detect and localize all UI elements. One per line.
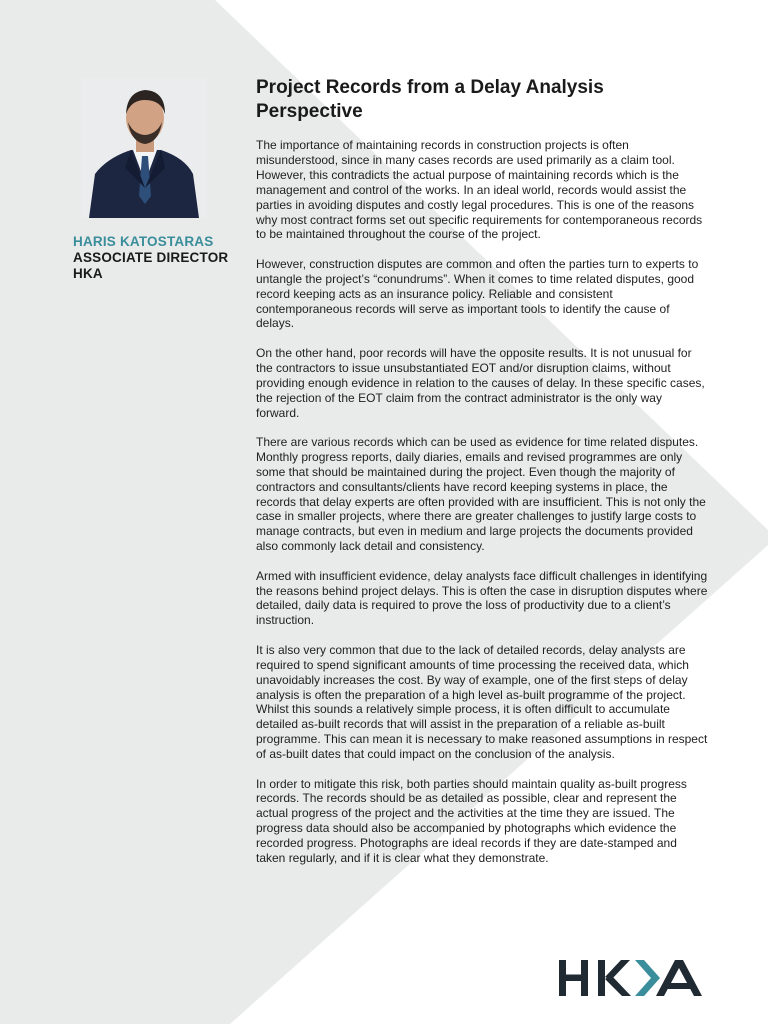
article-title: Project Records from a Delay Analysis Perspective bbox=[256, 77, 604, 122]
article-paragraph: The importance of maintaining records in construction projects is often misunderstood, since in many cases records are used primarily as a claim tool. However, this contradicts the actual purpose of maintaining records which is the management and control of the works. In an ideal world, records would assist the parties in avoiding disputes and costly legal procedures. This is one of the reasons why most contract forms set out specific requirements for contemporaneous records to be maintained throughout the course of the project. bbox=[256, 138, 703, 242]
article-paragraph: There are various records which can be used as evidence for time related disputes. Monthly progress reports, daily diaries, emails and revised programmes are only some that should be maintained during the project. Even though the majority of contractors and consultants/clients have record keeping systems in place, the records that delay experts are often provided with are insufficient. This is not only the case in smaller projects, where there are greater challenges to justify large costs to manage contracts, but even in medium and large projects the documents provided also commonly lack detail and consistency. bbox=[256, 434, 706, 554]
article-paragraph: Armed with insufficient evidence, delay analysts face difficult challenges in identifying the reasons behind project delays. This is often the case in disruption disputes where detailed, daily data is required to prove the loss of productivity due to a client’s instruction. bbox=[256, 568, 708, 628]
article-paragraph: It is also very common that due to the lack of detailed records, delay analysts are required to spend significant amounts of time processing the received data, which unavoidably increases the cost. By way of example, one of the first steps of delay analysis is often the preparation of a high level as-built programme of the project. Whilst this sounds a relatively simple process, it is often difficult to accumulate detailed as-built records that will assist in the preparation of a reliable as-built programme. This can mean it is necessary to make reasoned assumptions in respect of as-built dates that could impact on the conclusion of the analysis. bbox=[256, 642, 708, 762]
article-body bbox=[256, 138, 708, 880]
article-paragraph: On the other hand, poor records will have the opposite results. It is not unusual for the contractors to issue unsubstantiated EOT and/or disruption claims, without providing enough evidence in relation to the causes of delay. In these specific cases, the rejection of the EOT claim from the contract administrator is the only way forward. bbox=[256, 345, 705, 420]
article-paragraph: In order to mitigate this risk, both parties should maintain quality as-built progress records. The records should be as detailed as possible, clear and represent the actual progress of the project and the activities at the time they are issued. The progress data should also be accompanied by photographs which evidence the recorded progress. Photographs are ideal records if they are date-stamped and taken regularly, and if it is clear what they demonstrate. bbox=[256, 776, 687, 866]
author-info bbox=[73, 234, 228, 282]
author-organization: HKA bbox=[73, 266, 103, 281]
hka-logo bbox=[557, 955, 705, 1001]
author-photo bbox=[81, 78, 207, 218]
article-paragraph: However, construction disputes are common and often the parties turn to experts to untangle the project’s “conundrums”. When it comes to time related disputes, good record keeping acts as an insurance policy. Reliable and consistent contemporaneous records will serve as important tools to identify the cause of delays. bbox=[256, 256, 699, 331]
author-role: ASSOCIATE DIRECTOR bbox=[73, 250, 229, 265]
author-name: HARIS KATOSTARAS bbox=[73, 234, 214, 249]
author-portrait-illustration bbox=[81, 78, 207, 218]
